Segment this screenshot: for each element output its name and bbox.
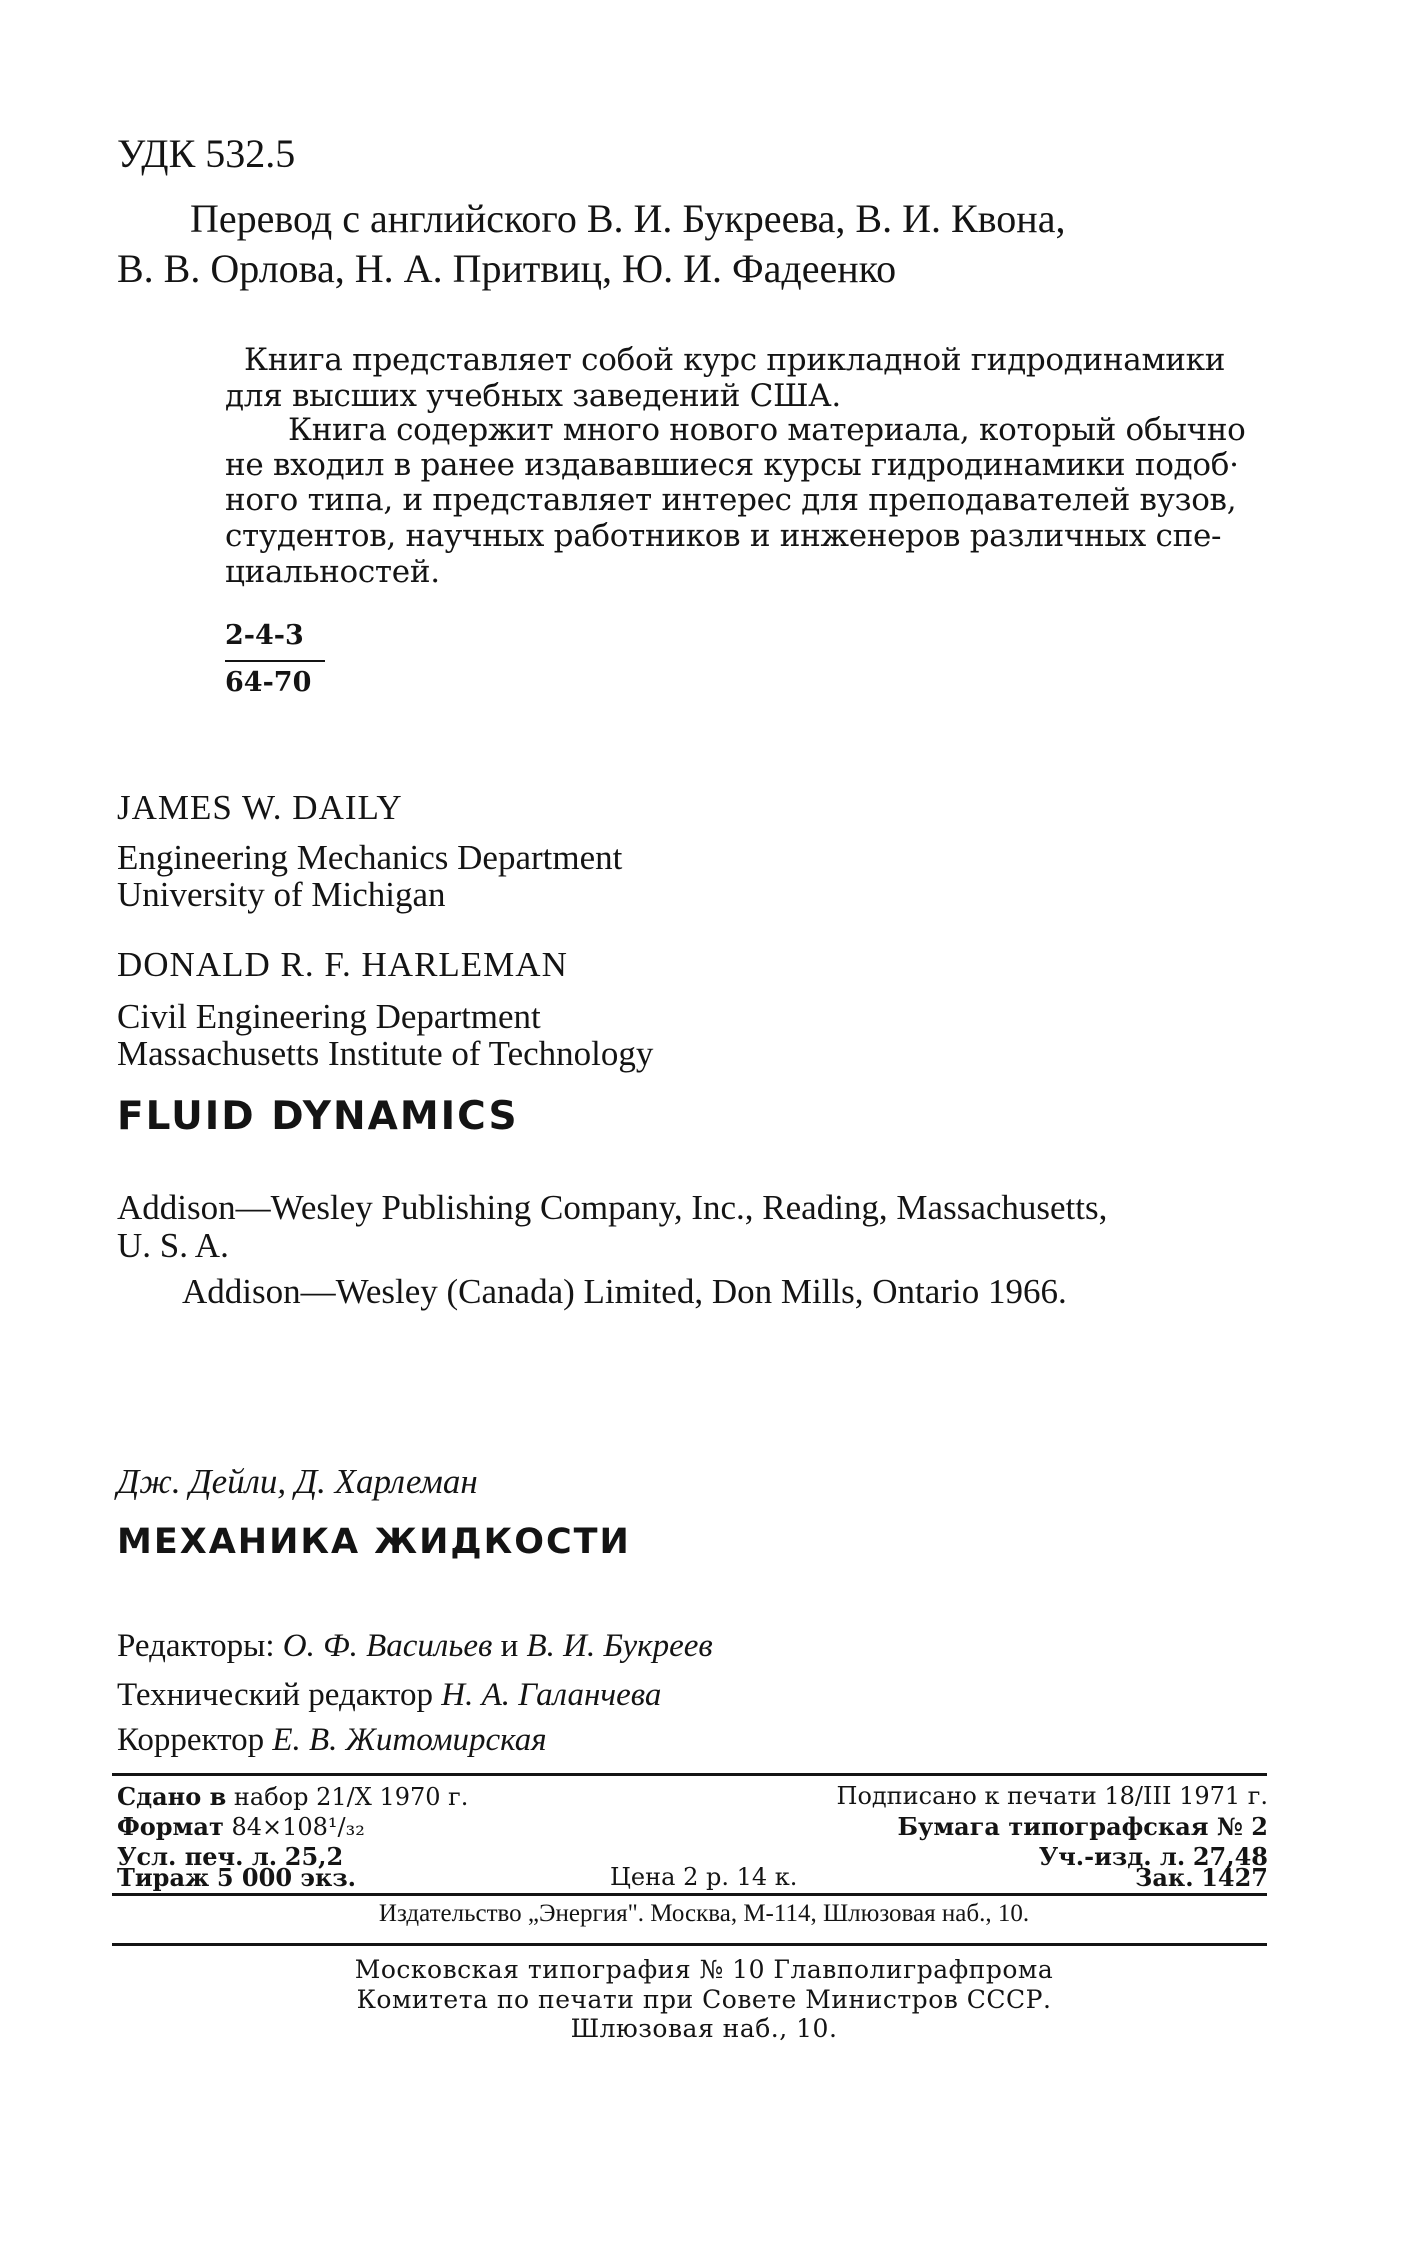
printer-line-3: Шлюзовая наб., 10. bbox=[570, 2014, 838, 2043]
original-affiliation-1-line-1: Engineering Mechanics Department bbox=[117, 838, 623, 877]
imprint-top-rule bbox=[112, 1773, 1267, 1776]
imprint-paper: Бумага типографская № 2 bbox=[897, 1812, 1268, 1841]
imprint-format bbox=[117, 1812, 365, 1841]
classification-fraction-line bbox=[225, 660, 325, 662]
tech-editor-name: Н. А. Галанчева bbox=[441, 1677, 662, 1713]
abstract-line-7: циальностей. bbox=[225, 554, 440, 590]
imprint-typeset bbox=[117, 1782, 468, 1811]
printer-line-1: Московская типография № 10 Главполиграфпрома bbox=[354, 1955, 1054, 1984]
tech-editor-line bbox=[117, 1677, 661, 1714]
udk-code: УДК 532.5 bbox=[117, 131, 296, 176]
abstract-line-3: Книга содержит много нового материала, который обычно bbox=[288, 412, 1246, 448]
imprint-format-value: 84×108¹/₃₂ bbox=[231, 1813, 365, 1841]
editors-name-2: В. И. Букреев bbox=[526, 1628, 713, 1664]
imprint-price: Цена 2 р. 14 к. bbox=[610, 1863, 798, 1891]
imprint-order-value: 1427 bbox=[1201, 1863, 1268, 1892]
abstract-line-1: Книга представляет собой курс прикладной гидродинамики bbox=[244, 342, 1226, 378]
translation-line-1: Перевод с английского В. И. Букреева, В. И. Квона, bbox=[190, 196, 1066, 241]
corrector-name: Е. В. Житомирская bbox=[272, 1722, 547, 1758]
imprint-print-sheets-label: Усл. печ. л. bbox=[117, 1842, 278, 1871]
imprint-pub-sheets-value: 27,48 bbox=[1192, 1842, 1268, 1871]
editors-line bbox=[117, 1628, 713, 1665]
corrector-label: Корректор bbox=[117, 1722, 265, 1758]
classification-numerator: 2-4-3 bbox=[225, 620, 304, 651]
translation-line-2: В. В. Орлова, Н. А. Притвиц, Ю. И. Фадеенко bbox=[117, 246, 897, 291]
abstract-line-5: ного типа, и представляет интерес для преподавателей вузов, bbox=[225, 482, 1237, 518]
corrector-line bbox=[117, 1722, 547, 1759]
original-author-2: DONALD R. F. HARLEMAN bbox=[117, 945, 568, 984]
abstract-line-2: для высших учебных заведений США. bbox=[225, 378, 841, 414]
editors-and: и bbox=[500, 1628, 519, 1664]
abstract-line-6: студентов, научных работников и инженеров различных спе- bbox=[225, 518, 1222, 554]
original-publisher-line-2: U. S. A. bbox=[117, 1226, 229, 1265]
editors-label: Редакторы: bbox=[117, 1628, 275, 1664]
imprint-bottom-rule bbox=[112, 1943, 1267, 1946]
tech-editor-label: Технический редактор bbox=[117, 1677, 433, 1713]
imprint-run-value: 5 000 экз. bbox=[216, 1863, 356, 1892]
original-author-1: JAMES W. DAILY bbox=[117, 788, 403, 827]
original-title: FLUID DYNAMICS bbox=[117, 1094, 519, 1139]
publisher-text: Издательство „Энергия". Москва, М-114, Шлюзовая наб., 10. bbox=[378, 1900, 1030, 1927]
original-publisher-line-3: Addison—Wesley (Canada) Limited, Don Mills, Ontario 1966. bbox=[182, 1272, 1067, 1311]
publisher-line bbox=[0, 1900, 1408, 1928]
russian-title: МЕХАНИКА ЖИДКОСТИ bbox=[117, 1522, 631, 1562]
imprint-typeset-label: Сдано в bbox=[117, 1782, 227, 1811]
imprint-order bbox=[1135, 1863, 1268, 1892]
editors-name-1: О. Ф. Васильев bbox=[282, 1628, 493, 1664]
abstract-line-4: не входил в ранее издававшиеся курсы гидродинамики подоб· bbox=[225, 447, 1239, 483]
classification-denominator: 64-70 bbox=[225, 667, 312, 698]
imprint-run-label: Тираж bbox=[117, 1863, 210, 1892]
imprint-signed: Подписано к печати 18/III 1971 г. bbox=[836, 1782, 1268, 1810]
printer-line-2: Комитета по печати при Совете Министров СССР. bbox=[356, 1985, 1052, 2014]
imprint-typeset-value: набор 21/Х 1970 г. bbox=[233, 1783, 469, 1811]
imprint-pub-sheets-label: Уч.-изд. л. bbox=[1038, 1842, 1186, 1871]
original-affiliation-2-line-2: Massachusetts Institute of Technology bbox=[117, 1034, 654, 1073]
imprint-print-sheets-value: 25,2 bbox=[284, 1842, 344, 1871]
imprint-format-label: Формат bbox=[117, 1812, 224, 1841]
original-affiliation-2-line-1: Civil Engineering Department bbox=[117, 997, 541, 1036]
russian-authors: Дж. Дейли, Д. Харлеман bbox=[117, 1462, 478, 1501]
imprint-middle-rule bbox=[112, 1893, 1267, 1896]
imprint-order-label: Зак. bbox=[1135, 1863, 1194, 1892]
original-publisher-line-1: Addison—Wesley Publishing Company, Inc., Reading, Massachusetts, bbox=[117, 1188, 1108, 1227]
imprint-run bbox=[117, 1863, 356, 1892]
original-affiliation-1-line-2: University of Michigan bbox=[117, 875, 446, 914]
